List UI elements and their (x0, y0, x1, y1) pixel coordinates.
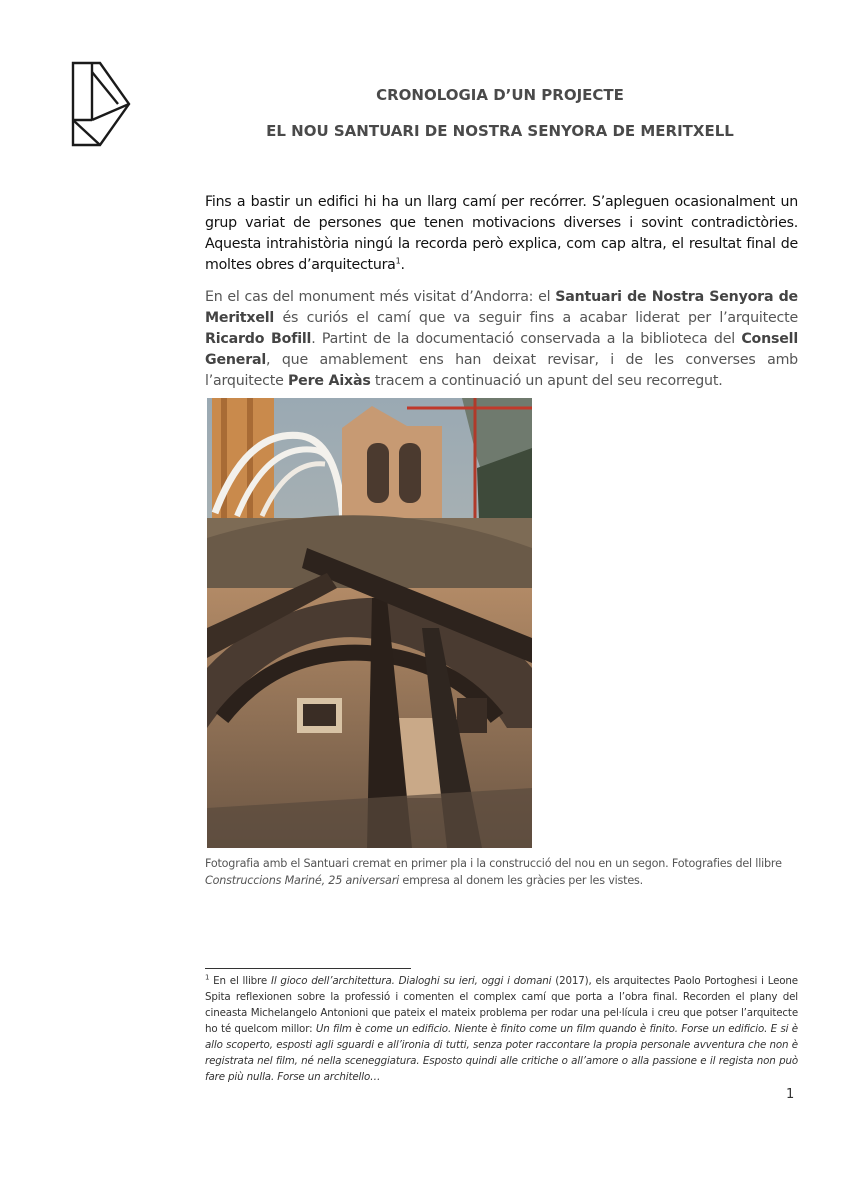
photo-caption: Fotografia amb el Santuari cremat en primer pla i la construcció del nou en un segon. Fotografies del llibre Construccions Mariné, 25 aniversari empresa al donem les gràcies per les vistes. (205, 857, 782, 887)
sanctuary-photo (207, 398, 532, 848)
footnote-reference[interactable]: 1 (395, 256, 401, 266)
intro-paragraph: Fins a bastir un edifici hi ha un llarg camí per recórrer. S’apleguen ocasionalment un grup variat de persones que tenen motivacions diverses i sovint contradictòries. Aquesta intrahistòria ningú la recorda però explica, com cap altra, el resultat final de moltes obres d’arquitectura$^1$. (205, 194, 798, 273)
document-title: CRONOLOGIA D’UN PROJECTE (376, 86, 624, 104)
studio-logo-icon (70, 60, 132, 148)
footnote: $^1$ En el llibre Il gioco dell’architettura. Dialoghi su ieri, oggi i domani (2017), els arquitectes Paolo Portoghesi i Leone Spita reflexionen sobre la professió i comenten el complex camí que porta a l’obra final. Recorden el plany del cineasta Michelangelo Antonioni que pateix el mateix problema per rodar una pel·lícula i creu que potser l’arquitecte ho té quelcom millor: Un film è come un edificio. Niente è finito come un film quando è finito. Forse un edificio. E si è allo scoperto, esposti agli sguardi e all’ironia di tutti, senza poter raccontare la propia personale avventura che non è registrata nel film, né nella sceneggiatura. Esposto quindi alle critiche o all’amore o alla passione e il regista non può fare più nulla. Forse un architello… (205, 973, 798, 1083)
footnote-divider (205, 968, 411, 969)
context-paragraph: En el cas del monument més visitat d’Andorra: el Santuari de Nostra Senyora de Meritxell és curiós el camí que va seguir fins a acabar liderat per l’arquitecte Ricardo Bofill. Partint de la documentació conservada a la biblioteca del Consell General, que amablement ens han deixat revisar, i de les converses amb l’arquitecte Pere Aixàs tracem a continuació un apunt del seu recorregut. (205, 289, 798, 389)
page-number: 1 (786, 1087, 795, 1102)
document-subtitle: EL NOU SANTUARI DE NOSTRA SENYORA DE MERITXELL (266, 122, 734, 140)
